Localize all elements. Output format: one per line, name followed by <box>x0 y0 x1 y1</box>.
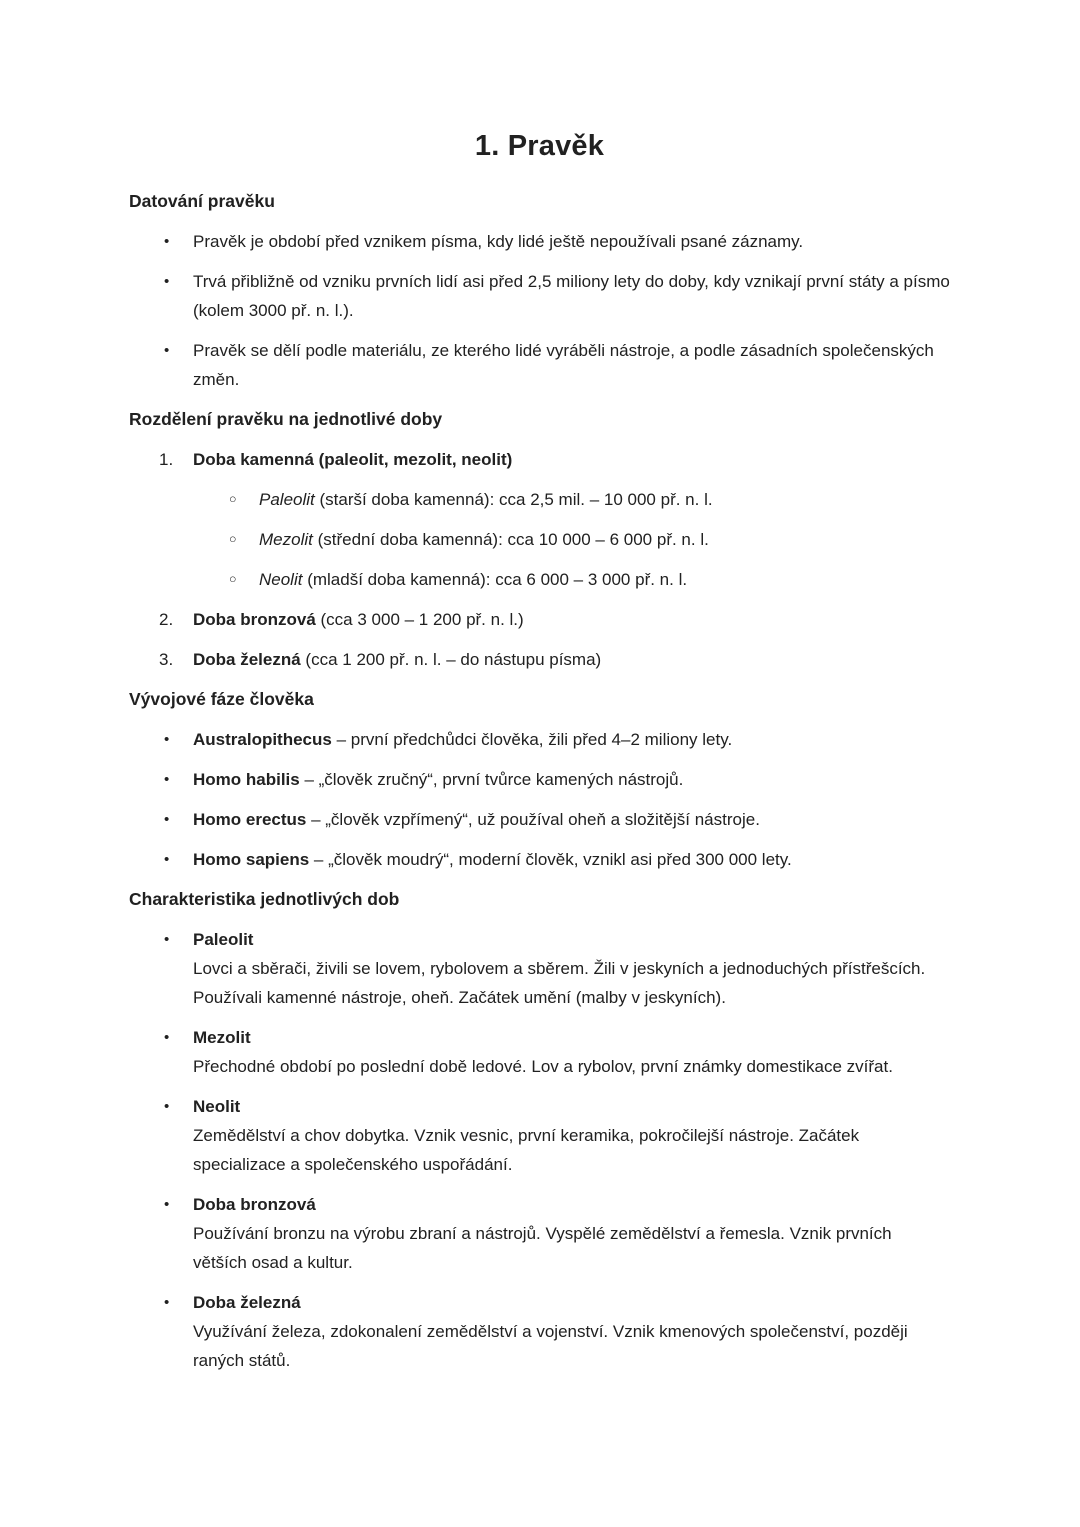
description: – „člověk vzpřímený“, už používal oheň a složitější nástroje. <box>306 810 760 829</box>
list-item <box>129 227 950 256</box>
bullet-icon: • <box>164 273 170 290</box>
term: Australopithecus <box>193 730 332 749</box>
section-heading-datovani-praveku: Datování pravěku <box>129 191 275 211</box>
list-item <box>129 805 950 834</box>
term: Doba bronzová <box>193 610 316 629</box>
list-item-text <box>259 565 950 594</box>
era-description: Zemědělství a chov dobytka. Vznik vesnic, první keramika, pokročilejší nástroje. Začátek specializace a společenského uspořádání. <box>193 1126 860 1174</box>
list-item <box>129 925 950 1012</box>
list-item <box>129 336 950 394</box>
term: Homo sapiens <box>193 850 310 869</box>
list-item-text <box>193 1092 950 1179</box>
term: Neolit <box>259 570 303 589</box>
era-description: Používání bronzu na výrobu zbraní a nástrojů. Vyspělé zemědělství a řemesla. Vznik prvních větších osad a kultur. <box>193 1224 892 1272</box>
list-item-text <box>193 845 950 874</box>
list-item <box>129 1288 950 1375</box>
list-item-text: Trvá přibližně od vzniku prvních lidí asi před 2,5 miliony lety do doby, kdy vznikají první státy a písmo (kolem 3000 př. n. l.). <box>193 272 950 320</box>
description: (mladší doba kamenná): cca 6 000 – 3 000 př. n. l. <box>302 570 688 589</box>
era-title: Mezolit <box>193 1028 251 1047</box>
list-item-text <box>193 1023 950 1081</box>
era-description: Lovci a sběrači, živili se lovem, rybolovem a sběrem. Žili v jeskyních a jednoduchých přístřešcích. Používali kamenné nástroje, oheň. Začátek umění (malby v jeskyních). <box>193 959 926 1007</box>
term: Mezolit <box>259 530 313 549</box>
sub-list-item <box>129 565 950 594</box>
list-item-text <box>193 1288 950 1375</box>
era-description: Využívání železa, zdokonalení zemědělství a vojenství. Vznik kmenových společenství, později raných států. <box>193 1322 908 1370</box>
bullet-icon: • <box>164 851 170 868</box>
description: – „člověk zručný“, první tvůrce kamených nástrojů. <box>299 770 684 789</box>
era-description: Přechodné období po poslední době ledové. Lov a rybolov, první známky domestikace zvířat. <box>193 1057 893 1076</box>
list-item <box>129 267 950 325</box>
bullet-icon: • <box>164 1029 170 1046</box>
term: Doba železná <box>193 650 301 669</box>
list-item-text: Pravěk je období před vznikem písma, kdy lidé ještě nepoužívali psané záznamy. <box>193 232 804 251</box>
bullet-icon: • <box>164 1294 170 1311</box>
era-title: Neolit <box>193 1097 241 1116</box>
list-item <box>129 1190 950 1277</box>
list-item <box>129 845 950 874</box>
bullet-icon: • <box>164 931 170 948</box>
term: Doba kamenná (paleolit, mezolit, neolit) <box>193 450 513 469</box>
number-label: 3. <box>159 650 174 669</box>
list-item-text <box>193 725 950 754</box>
bullet-icon: • <box>164 731 170 748</box>
bullet-icon: • <box>164 1196 170 1213</box>
number-label: 1. <box>159 450 174 469</box>
era-title: Paleolit <box>193 930 254 949</box>
number-label: 2. <box>159 610 174 629</box>
list-item-text: Pravěk se dělí podle materiálu, ze kterého lidé vyráběli nástroje, a podle zásadních společenských změn. <box>193 341 934 389</box>
numbered-item <box>129 605 950 634</box>
term: Homo habilis <box>193 770 300 789</box>
section-heading-vyvojove-faze: Vývojové fáze člověka <box>129 689 314 709</box>
description: (cca 1 200 př. n. l. – do nástupu písma) <box>300 650 602 669</box>
list-item-text <box>193 925 950 1012</box>
sub-list <box>129 485 950 594</box>
section-heading-rozdeleni-praveku: Rozdělení pravěku na jednotlivé doby <box>129 409 443 429</box>
circle-bullet-icon: ○ <box>229 572 237 586</box>
description: (střední doba kamenná): cca 10 000 – 6 000 př. n. l. <box>312 530 709 549</box>
bullet-icon: • <box>164 233 170 250</box>
list-item-text <box>259 485 950 514</box>
circle-bullet-icon: ○ <box>229 532 237 546</box>
description: – „člověk moudrý“, moderní člověk, vznikl asi před 300 000 lety. <box>309 850 792 869</box>
era-title: Doba bronzová <box>193 1195 316 1214</box>
list-item-text <box>193 605 950 634</box>
numbered-item <box>129 645 950 674</box>
list-item-text <box>259 525 950 554</box>
term: Homo erectus <box>193 810 307 829</box>
bullet-icon: • <box>164 342 170 359</box>
section-heading-charakteristika: Charakteristika jednotlivých dob <box>129 889 400 909</box>
bullet-icon: • <box>164 771 170 788</box>
description: – první předchůdci člověka, žili před 4–2 miliony lety. <box>331 730 733 749</box>
description: (cca 3 000 – 1 200 př. n. l.) <box>315 610 524 629</box>
list-item <box>129 1023 950 1081</box>
page-title: 1. Pravěk <box>474 130 605 162</box>
description: (starší doba kamenná): cca 2,5 mil. – 10 000 př. n. l. <box>314 490 713 509</box>
list-item <box>129 1092 950 1179</box>
bullet-icon: • <box>164 1098 170 1115</box>
list-item <box>129 765 950 794</box>
era-title: Doba železná <box>193 1293 301 1312</box>
sub-list-item <box>129 485 950 514</box>
numbered-item <box>129 445 950 474</box>
term: Paleolit <box>259 490 315 509</box>
circle-bullet-icon: ○ <box>229 492 237 506</box>
list-item-text <box>193 1190 950 1277</box>
bullet-icon: • <box>164 811 170 828</box>
sub-list-item <box>129 525 950 554</box>
list-item-text <box>193 805 950 834</box>
list-item <box>129 725 950 754</box>
list-item-text <box>193 445 950 474</box>
list-item-text <box>193 765 950 794</box>
list-item-text <box>193 645 950 674</box>
